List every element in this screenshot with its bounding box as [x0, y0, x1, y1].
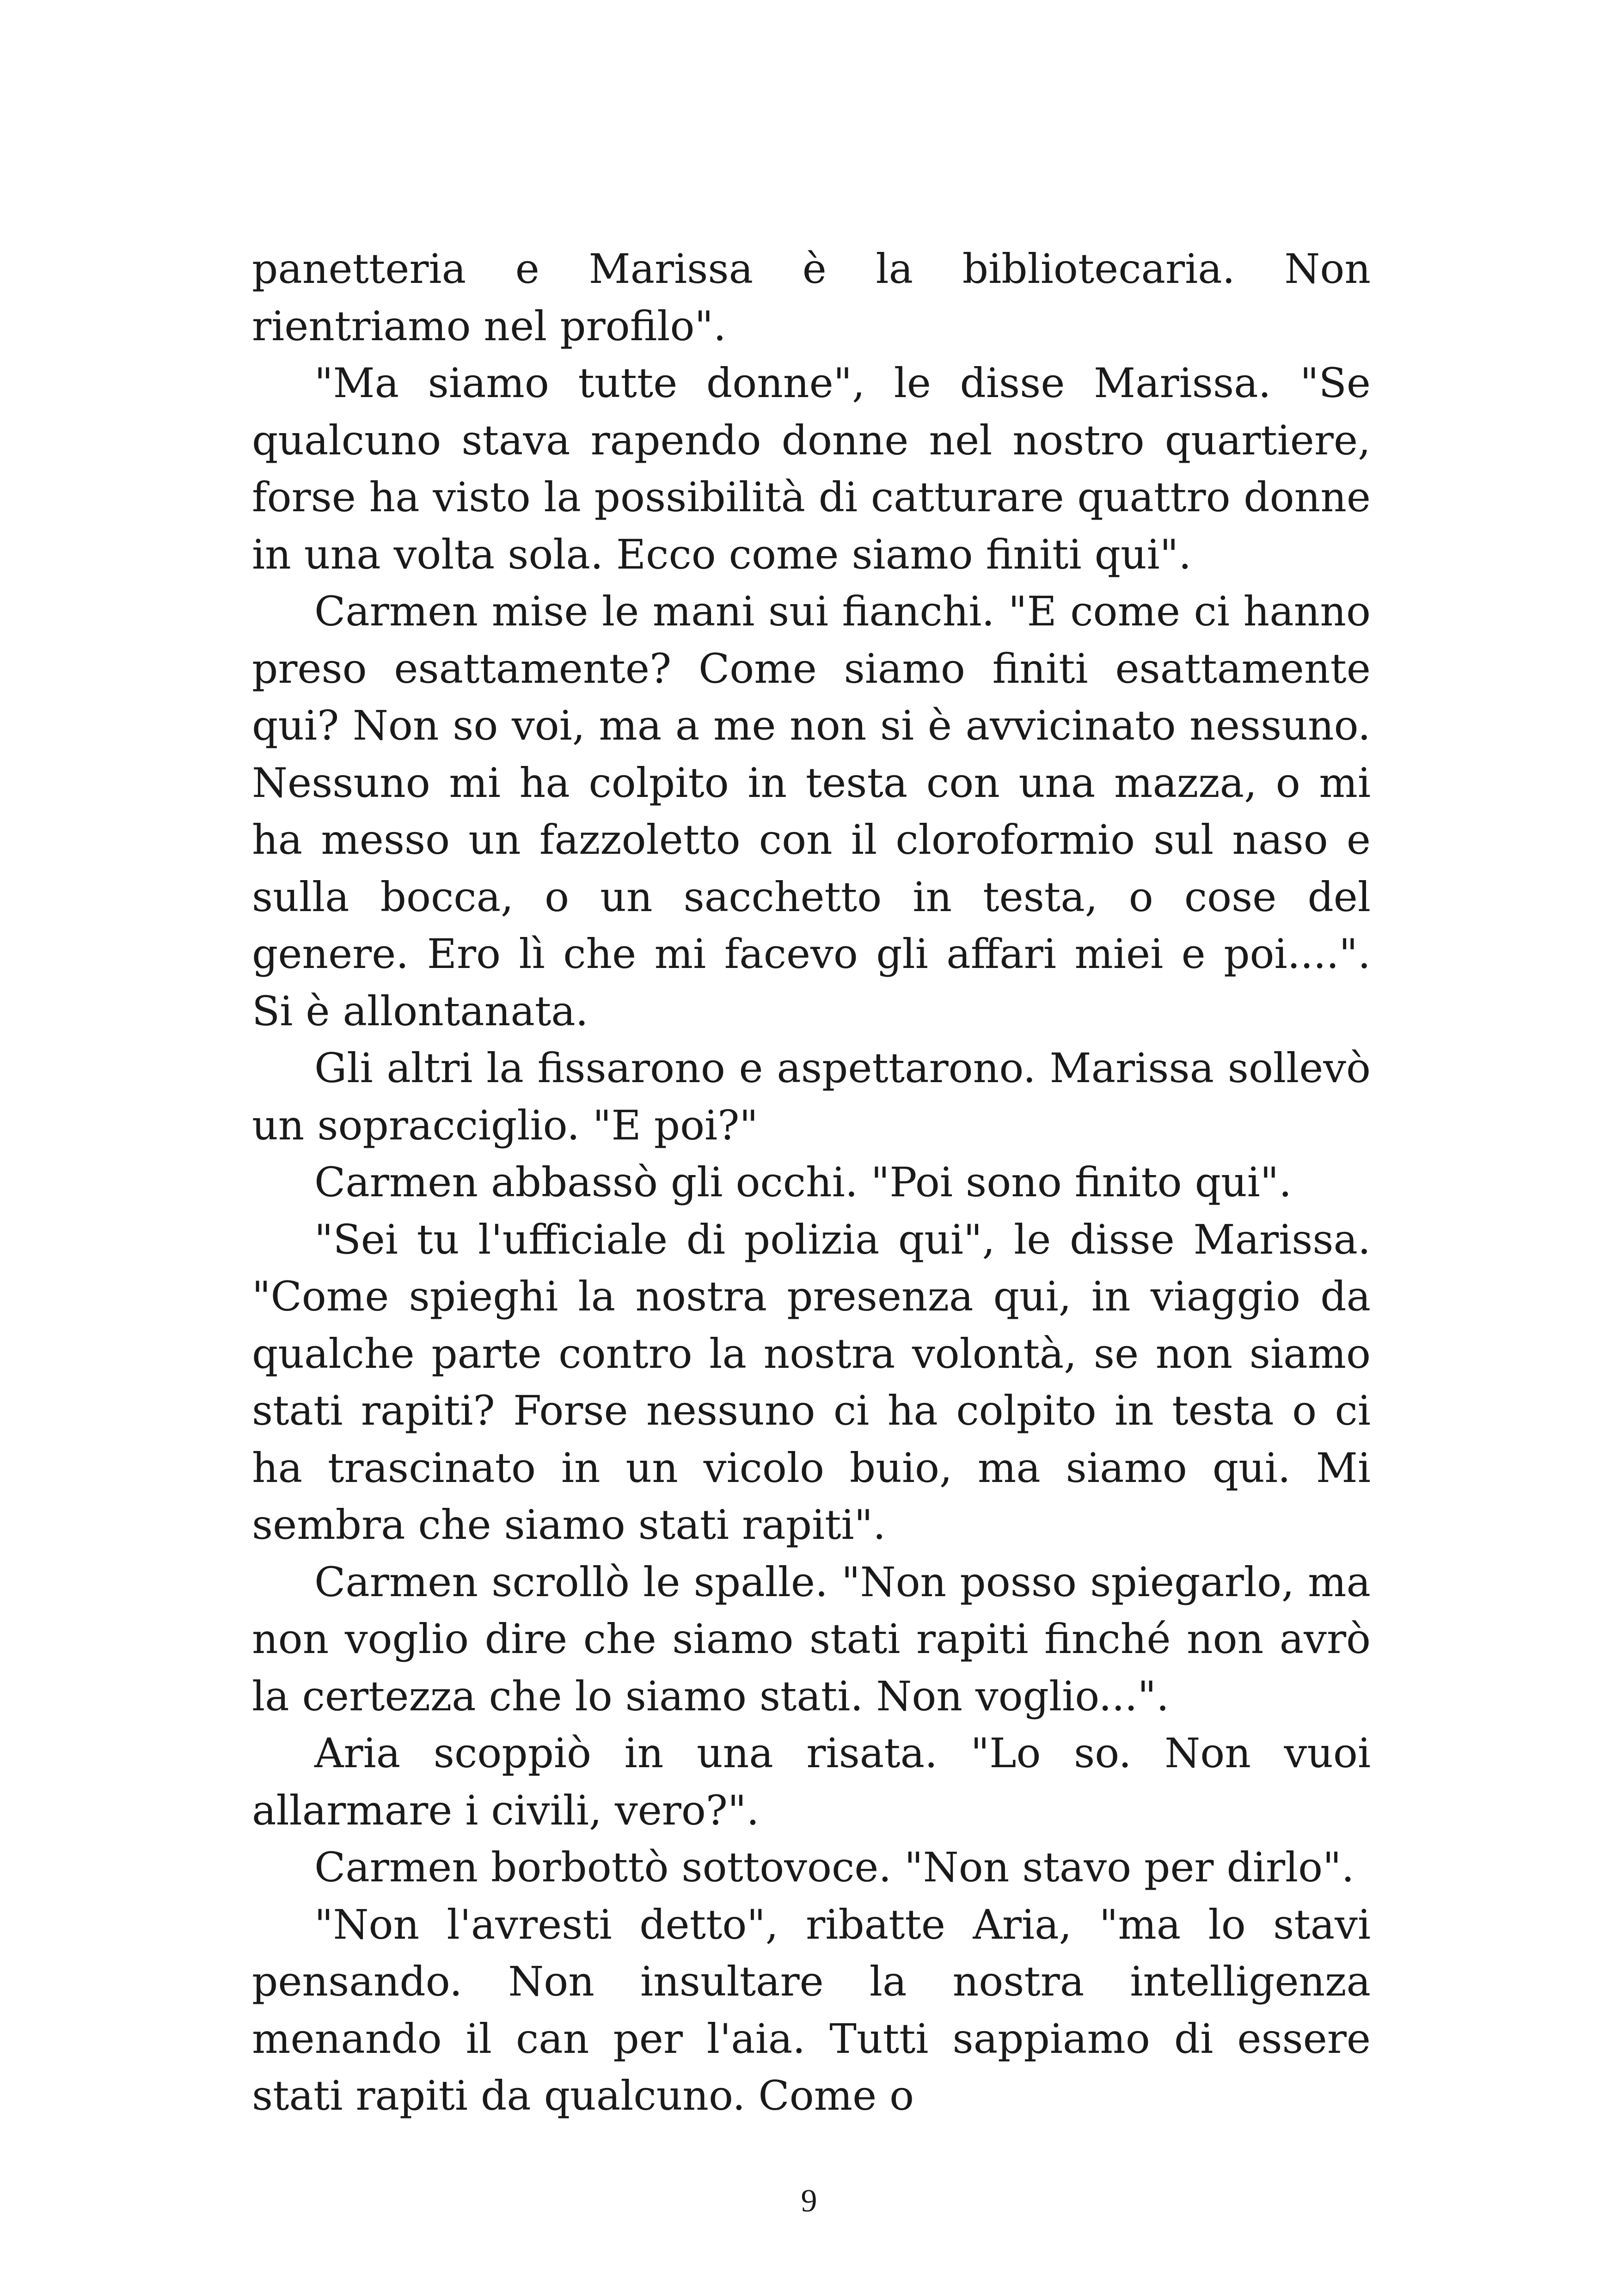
paragraph-8: Aria scoppiò in una risata. "Lo so. Non vuoi allarmare i civili, vero?".	[252, 1729, 1371, 1834]
paragraph-2: "Ma siamo tutte donne", le disse Marissa. "Se qualcuno stava rapendo donne nel nostro quartiere, forse ha visto la possibilità di catturare quattro donne in una volta sola. Ecco come siamo finiti qui".	[252, 359, 1371, 578]
paragraph-4: Gli altri la fissarono e aspettarono. Marissa sollevò un sopracciglio. "E poi?"	[252, 1044, 1371, 1149]
paragraph-1: panetteria e Marissa è la bibliotecaria. Non rientriamo nel profilo".	[252, 245, 1371, 350]
paragraph-3: Carmen mise le mani sui fianchi. "E come ci hanno preso esattamente? Come siamo finiti esattamente qui? Non so voi, ma a me non si è avvicinato nessuno. Nessuno mi ha colpito in testa con una mazza, o mi ha messo un fazzoletto con il cloroformio sul naso e sulla bocca, o un sacchetto in testa, o cose del genere. Ero lì che mi facevo gli affari miei e poi....". Si è allontanata.	[252, 588, 1371, 1035]
paragraph-10: "Non l'avresti detto", ribatte Aria, "ma lo stavi pensando. Non insultare la nostra intelligenza menando il can per l'aia. Tutti sappiamo di essere stati rapiti da qualcuno. Come o	[252, 1900, 1371, 2119]
paragraph-9: Carmen borbottò sottovoce. "Non stavo per dirlo".	[314, 1843, 1354, 1891]
paragraph-6: "Sei tu l'ufficiale di polizia qui", le disse Marissa. "Come spieghi la nostra presenza qui, in viaggio da qualche parte contro la nostra volontà, se non siamo stati rapiti? Forse nessuno ci ha colpito in testa o ci ha trascinato in un vicolo buio, ma siamo qui. Mi sembra che siamo stati rapiti".	[252, 1215, 1371, 1549]
paragraph-5: Carmen abbassò gli occhi. "Poi sono finito qui".	[314, 1158, 1292, 1206]
page-number: 9	[801, 2183, 817, 2219]
paragraph-7: Carmen scrollò le spalle. "Non posso spiegarlo, ma non voglio dire che siamo stati rapiti finché non avrò la certezza che lo siamo stati. Non voglio...".	[252, 1558, 1371, 1720]
body-text	[252, 240, 1371, 2125]
